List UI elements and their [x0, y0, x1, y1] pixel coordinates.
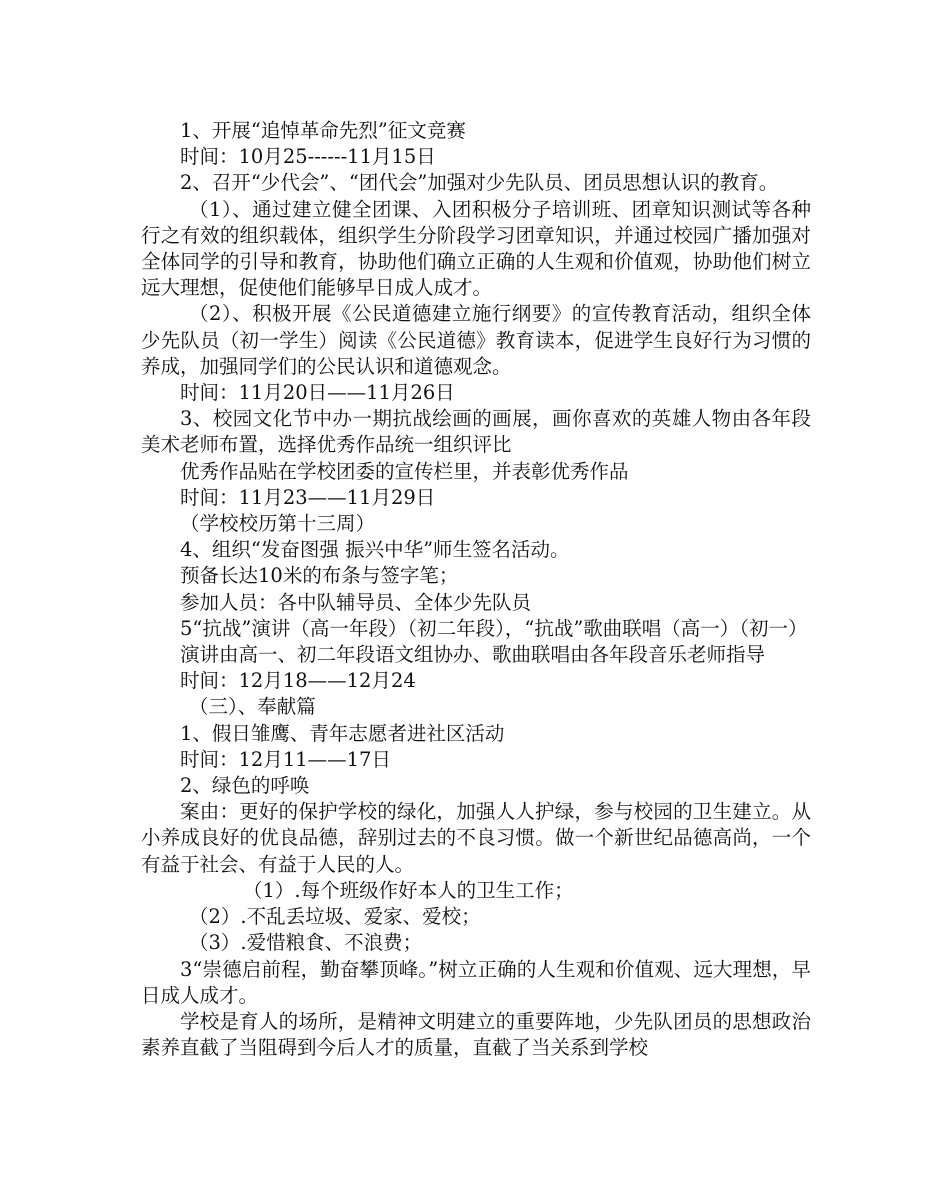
paragraph-sub-3: （3）.爱惜粮食、不浪费； [189, 931, 423, 955]
paragraph-green-call: 2、绿色的呼唤 [180, 774, 310, 798]
paragraph-time-4: 时间：12月18——12月24 [180, 669, 416, 693]
paragraph-item-2: （2）、积极开展《公民道德建立施行纲要》的宣传教育活动，组织全体少先队员（初一学生）阅读《公民道德》教育读本，促进学生良好行为习惯的养成，加强同学们的公民认识和道德观念。 [141, 302, 811, 378]
paragraph-sub-1: （1）.每个班级作好本人的卫生工作； [243, 878, 574, 902]
paragraph-virtue: 3“崇德启前程，勤奋攀顶峰。”树立正确的人生观和价值观、远大理想，早日成人成才。 [141, 957, 811, 1007]
paragraph-materials: 预备长达10米的布条与签字笔； [180, 564, 459, 588]
paragraph-signature-activity: 4、组织“发奋图强 振兴中华”师生签名活动。 [180, 538, 570, 562]
paragraph-congress: 2、召开“少代会”、“团代会”加强对少先队员、团员思想认识的教育。 [180, 171, 779, 195]
paragraph-sub-2: （2）.不乱丢垃圾、爱家、爱校； [189, 905, 481, 929]
paragraph-speech-song: 5“抗战”演讲（高一年段）（初二年段），“抗战”歌曲联唱（高一）（初一） [180, 616, 808, 640]
paragraph-section-dedication: （三）、奉献篇 [189, 695, 316, 719]
paragraph-participants: 参加人员：各中队辅导员、全体少先队员 [180, 590, 532, 614]
paragraph-essay-contest: 1、开展“追悼革命先烈”征文竞赛 [180, 119, 466, 142]
paragraph-time-2: 时间：11月20日——11月26日 [180, 381, 455, 405]
paragraph-school: 学校是育人的场所，是精神文明建立的重要阵地，少先队团员的思想政治素养直截了当阻碍到今后人才的质量，直截了当关系到学校 [141, 1009, 811, 1060]
document-body [141, 118, 811, 1061]
paragraph-school-calendar: （学校校历第十三周） [180, 512, 376, 536]
paragraph-volunteer: 1、假日雏鹰、青年志愿者进社区活动 [180, 721, 505, 745]
paragraph-case: 案由：更好的保护学校的绿化，加强人人护绿，参与校园的卫生建立。从小养成良好的优良品德，辞别过去的不良习惯。做一个新世纪品德高尚，一个有益于社会、有益于人民的人。 [141, 800, 811, 876]
paragraph-time-1: 时间：10月25------11月15日 [180, 145, 436, 169]
paragraph-time-3: 时间：11月23——11月29日 [180, 485, 436, 509]
paragraph-item-1: （1）、通过建立健全团课、入团积极分子培训班、团章知识测试等各种行之有效的组织载体，组织学生分阶段学习团章知识，并通过校园广播加强对全体同学的引导和教育，协助他们确立正确的人生观和价值观，协助他们树立远大理想，促使他们能够早日成人成才。 [141, 197, 811, 300]
paragraph-excellent-works: 优秀作品贴在学校团委的宣传栏里，并表彰优秀作品 [180, 459, 629, 483]
paragraph-organizers: 演讲由高一、初二年段语文组协办、歌曲联唱由各年段音乐老师指导 [180, 643, 766, 667]
paragraph-time-5: 时间：12月11——17日 [180, 747, 391, 771]
paragraph-art-exhibition: 3、校园文化节中办一期抗战绘画的画展，画你喜欢的英雄人物由各年段美术老师布置，选择优秀作品统一组织评比 [141, 407, 811, 457]
